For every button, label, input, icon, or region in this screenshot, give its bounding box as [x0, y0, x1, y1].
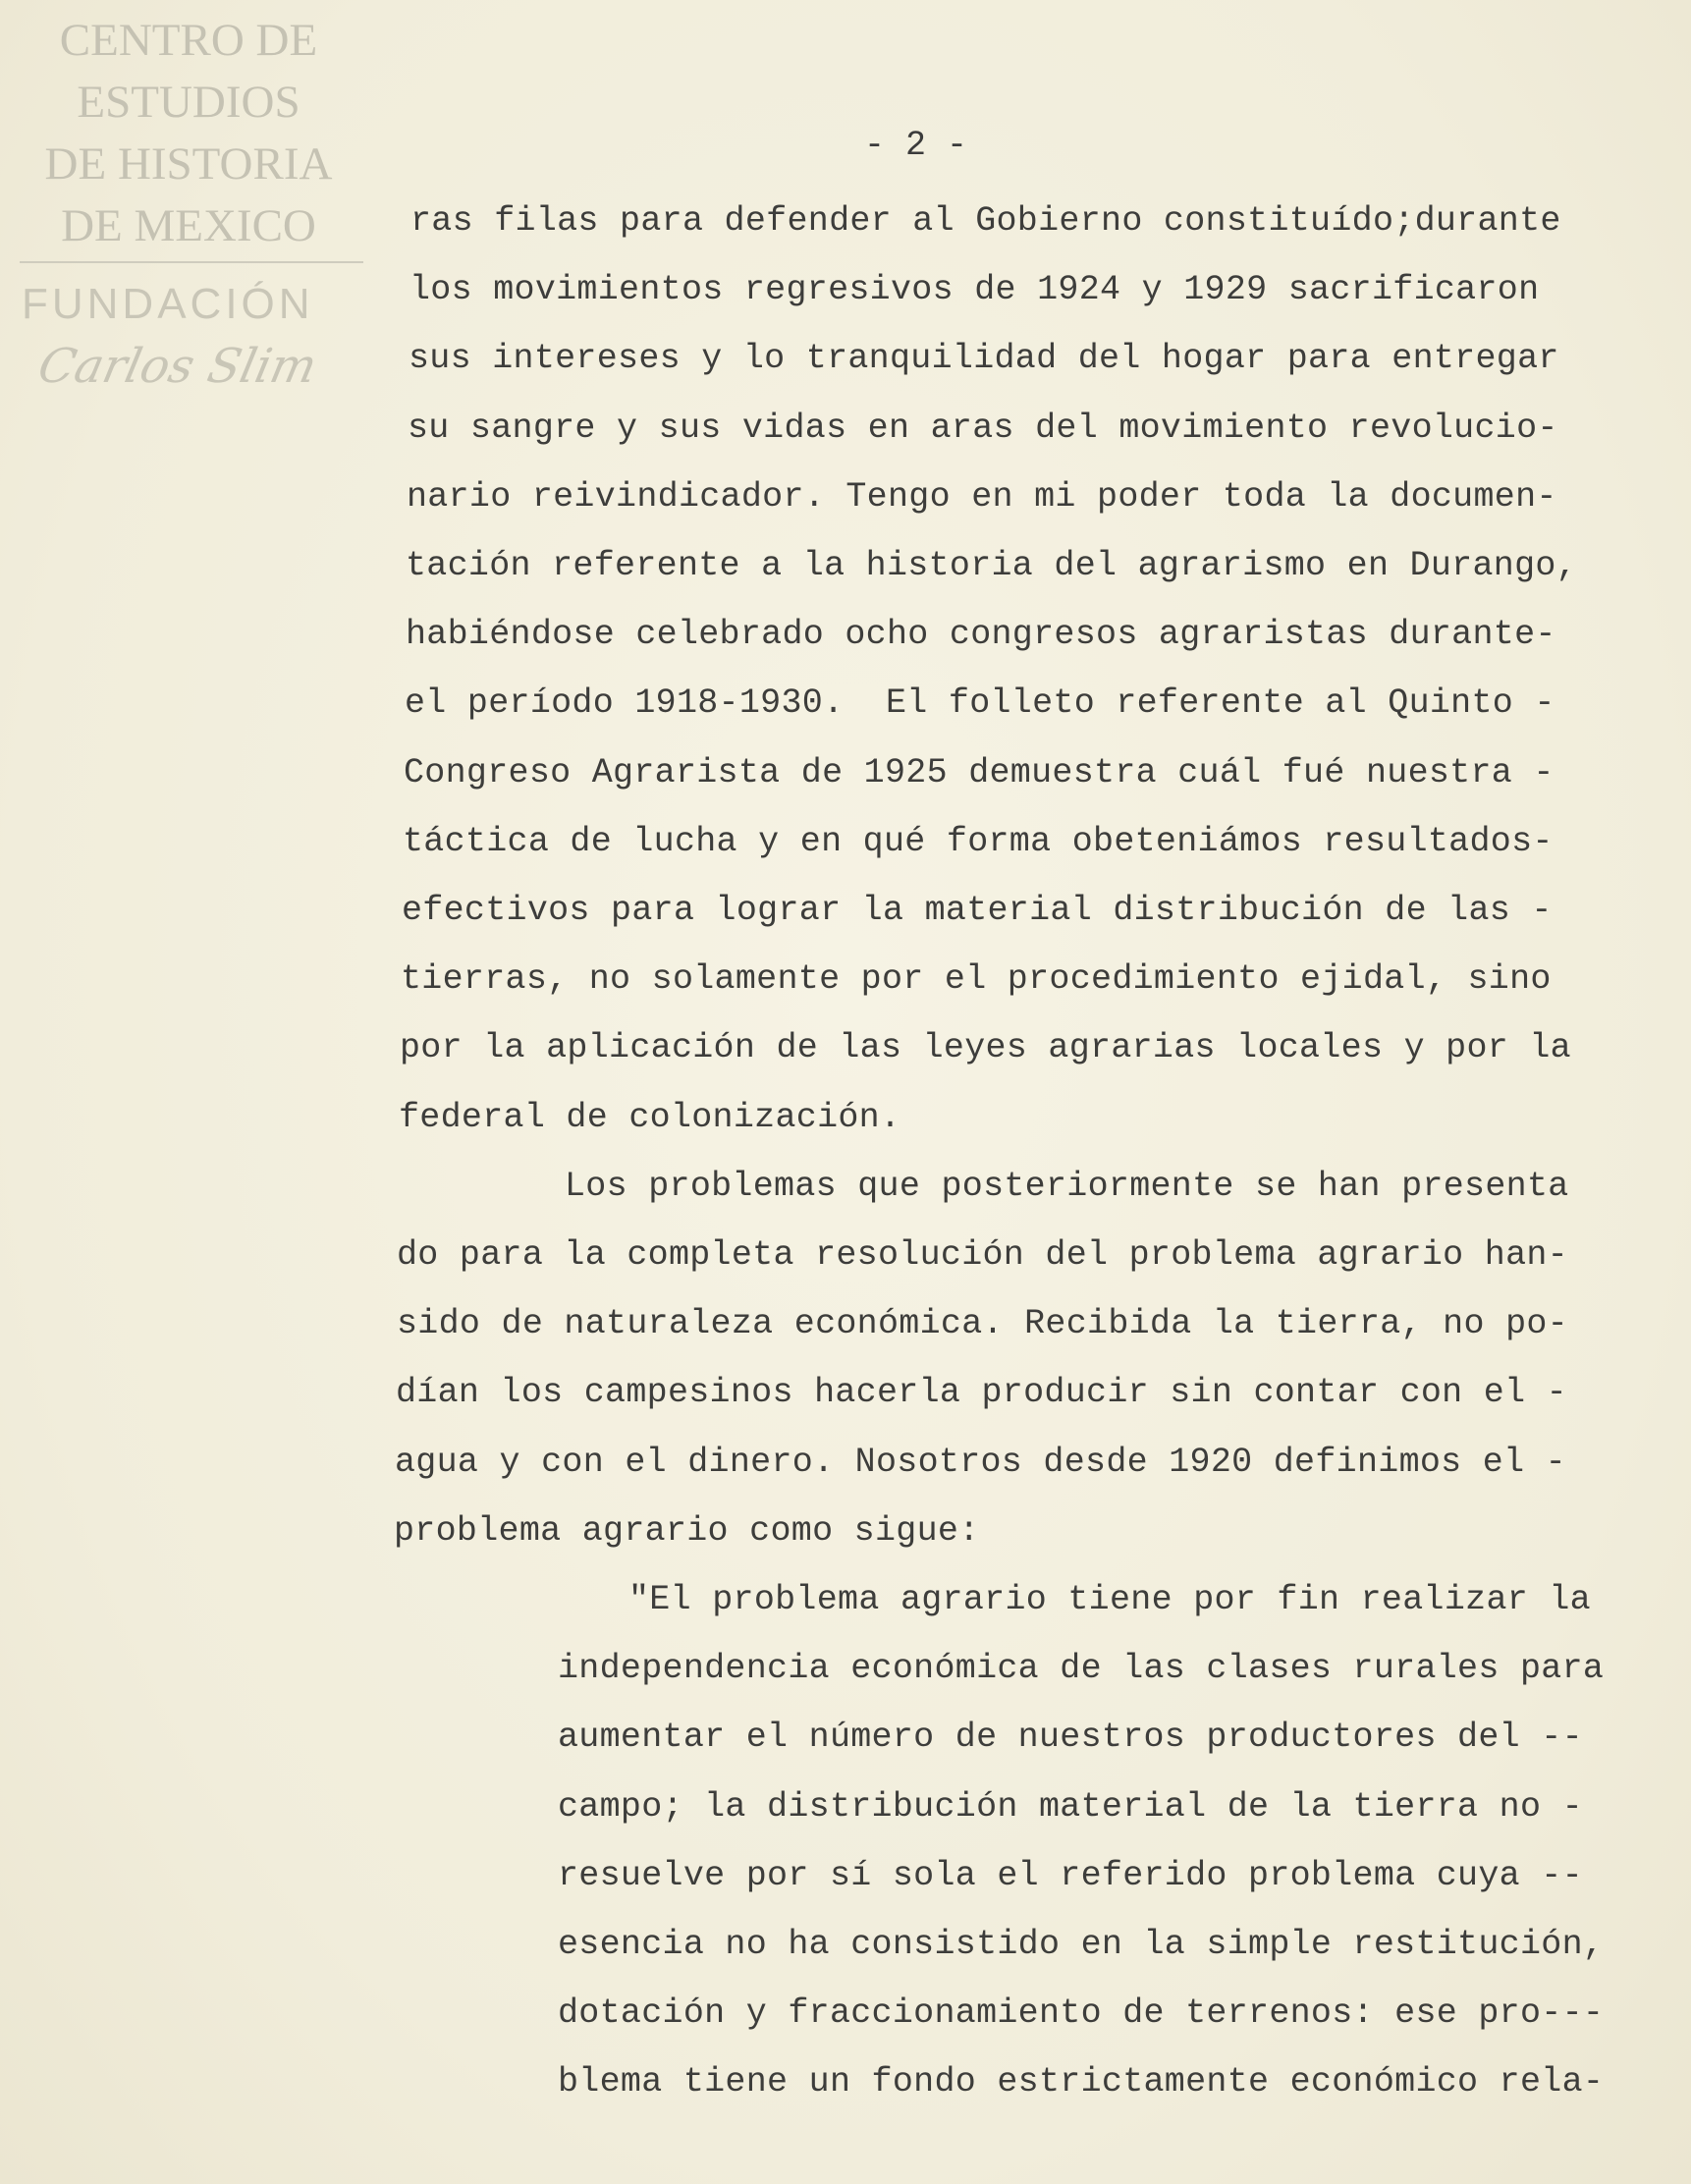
page-number: - 2 - — [864, 126, 968, 165]
quote-line: campo; la distribución material de la tierra no - — [558, 1786, 1583, 1827]
body-line: ras filas para defender al Gobierno constituído;durante — [410, 201, 1561, 241]
watermark-line: ESTUDIOS — [77, 77, 300, 128]
watermark-signature: Carlos Slim — [33, 339, 322, 394]
quote-line: "El problema agrario tiene por fin realizar la — [628, 1580, 1591, 1619]
quote-line: independencia económica de las clases rurales para — [558, 1649, 1605, 1689]
quote-line: esencia no ha consistido en la simple restitución, — [558, 1925, 1605, 1964]
watermark-foundation: FUNDACIÓN — [22, 280, 314, 328]
body-line: dían los campesinos hacerla producir sin contar con el - — [396, 1373, 1567, 1413]
quote-line: resuelve por sí sola el referido problema cuya -- — [558, 1855, 1583, 1895]
body-line: tierras, no solamente por el procedimiento ejidal, sino — [401, 959, 1552, 1000]
watermark-divider — [20, 261, 363, 263]
body-line: problema agrario como sigue: — [394, 1510, 980, 1551]
body-line: nario reivindicador. Tengo en mi poder toda la documen- — [407, 476, 1557, 517]
body-line: Los problemas que posteriormente se han presenta — [565, 1166, 1569, 1206]
quote-line: blema tiene un fondo estrictamente económico rela- — [558, 2062, 1605, 2102]
body-line: sus intereses y lo tranquilidad del hogar para entregar — [409, 339, 1559, 379]
body-line: sido de naturaleza económica. Recibida la tierra, no po- — [397, 1304, 1568, 1344]
body-line: agua y con el dinero. Nosotros desde 1920 definimos el - — [395, 1442, 1566, 1482]
quote-line: dotación y fraccionamiento de terrenos: ese pro--- — [558, 1993, 1605, 2034]
body-line: el período 1918-1930. El folleto referente al Quinto - — [405, 683, 1555, 724]
body-line: habiéndose celebrado ocho congresos agraristas durante- — [406, 615, 1556, 655]
watermark-line: DE MEXICO — [61, 200, 316, 251]
body-line: los movimientos regresivos de 1924 y 1929 sacrificaron — [409, 270, 1540, 310]
watermark-line: DE HISTORIA — [44, 138, 333, 190]
body-line: do para la completa resolución del problema agrario han- — [397, 1235, 1568, 1275]
body-line: su sangre y sus vidas en aras del movimiento revolucio- — [408, 408, 1558, 448]
body-line: táctica de lucha y en qué forma obeteniámos resultados- — [403, 821, 1554, 861]
watermark-line: CENTRO DE — [59, 15, 318, 66]
body-line: federal de colonización. — [399, 1097, 901, 1137]
body-line: efectivos para lograr la material distribución de las - — [402, 891, 1553, 930]
body-line: por la aplicación de las leyes agrarias locales y por la — [400, 1028, 1571, 1068]
body-line: tación referente a la historia del agrarismo en Durango, — [406, 546, 1577, 585]
quote-line: aumentar el número de nuestros productores del -- — [558, 1718, 1583, 1758]
body-line: Congreso Agrarista de 1925 demuestra cuál fué nuestra - — [404, 752, 1555, 792]
